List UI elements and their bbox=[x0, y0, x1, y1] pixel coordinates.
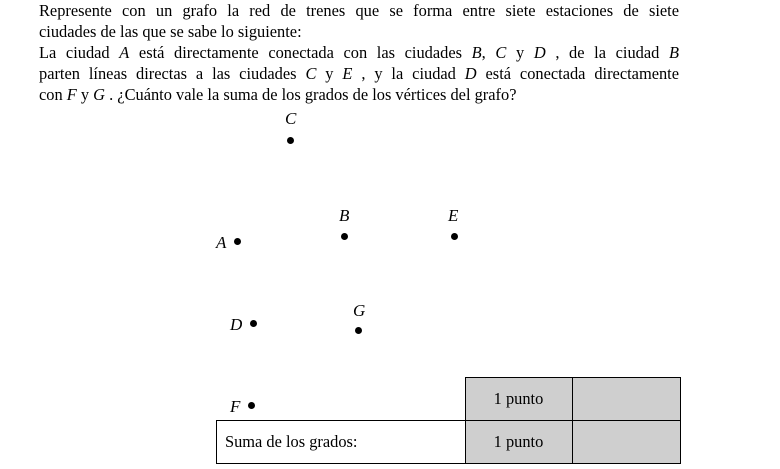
problem-line-5: con F y G . ¿Cuánto vale la suma de los grados de los vértices del grafo? bbox=[39, 85, 517, 104]
vertex-dot-c bbox=[287, 137, 294, 144]
problem-statement bbox=[39, 0, 679, 105]
vertex-label-g: G bbox=[353, 301, 366, 320]
score-row-2-answer-box[interactable] bbox=[572, 421, 680, 464]
score-row-1 bbox=[217, 378, 681, 421]
vertex-label-e: E bbox=[448, 206, 459, 225]
vertex-label-c: C bbox=[285, 109, 297, 128]
problem-line-4: parten líneas directas a las ciudades C y E , y la ciudad D está conectada directamente bbox=[39, 64, 679, 83]
vertex-label-a: A bbox=[216, 233, 227, 252]
problem-line-2: ciudades de las que se sabe lo siguiente: bbox=[39, 22, 302, 41]
problem-line-1: Represente con un grafo la red de trenes que se forma entre siete estaciones de siete bbox=[39, 1, 679, 20]
sum-of-degrees-label: Suma de los grados: bbox=[217, 421, 466, 464]
vertex-label-d: D bbox=[230, 315, 243, 334]
vertex-label-f: F bbox=[230, 397, 241, 416]
vertex-dot-g bbox=[355, 327, 362, 334]
vertex-dot-e bbox=[451, 233, 458, 240]
vertex-dot-d bbox=[250, 320, 257, 327]
vertex-dot-b bbox=[341, 233, 348, 240]
vertex-label-b: B bbox=[339, 206, 350, 225]
score-row-1-answer-box[interactable] bbox=[572, 378, 680, 421]
problem-line-3: La ciudad A está directamente conectada con las ciudades B, C y D , de la ciudad B bbox=[39, 43, 679, 62]
score-row-2 bbox=[217, 421, 681, 464]
score-row-1-blank bbox=[217, 378, 466, 421]
score-table bbox=[216, 377, 681, 464]
score-row-2-points: 1 punto bbox=[465, 421, 572, 464]
score-row-1-points: 1 punto bbox=[465, 378, 572, 421]
vertex-dot-a bbox=[234, 238, 241, 245]
